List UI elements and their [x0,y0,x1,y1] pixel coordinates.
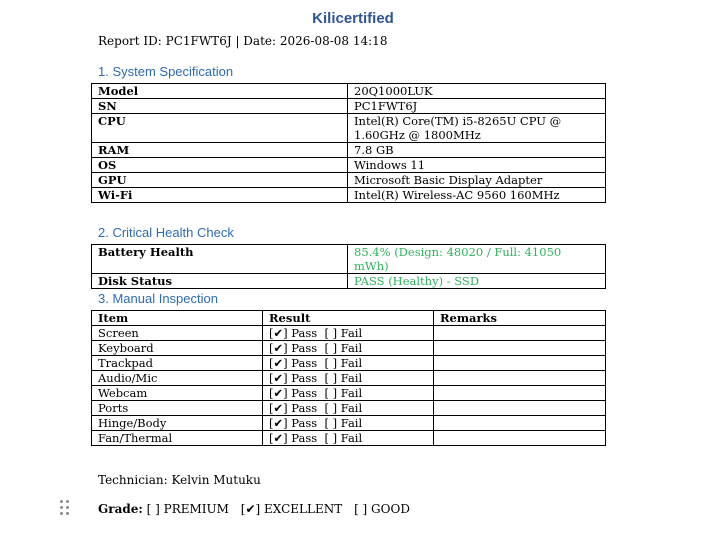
inspection-remarks[interactable] [434,371,606,386]
inspection-remarks[interactable] [434,431,606,446]
inspection-remarks[interactable] [434,401,606,416]
manual-inspection-table [91,310,606,446]
inspection-item: Fan/Thermal [92,431,263,446]
grade-line [98,502,410,516]
table-row [92,99,606,114]
table-row [92,173,606,188]
column-header-result: Result [263,311,434,326]
table-row [92,274,606,289]
table-row [92,386,606,401]
spec-label: GPU [92,173,348,188]
inspection-remarks[interactable] [434,326,606,341]
inspection-remarks[interactable] [434,341,606,356]
inspection-item: Webcam [92,386,263,401]
section-heading-manual-inspection: 3. Manual Inspection [98,291,218,306]
table-row [92,431,606,446]
spec-value: 7.8 GB [348,143,606,158]
inspection-result[interactable]: [✔] Pass [ ] Fail [263,326,434,341]
spec-value: Windows 11 [348,158,606,173]
table-row [92,416,606,431]
table-row [92,371,606,386]
inspection-result[interactable]: [✔] Pass [ ] Fail [263,431,434,446]
inspection-result[interactable]: [✔] Pass [ ] Fail [263,356,434,371]
table-header-row [92,311,606,326]
table-row [92,84,606,99]
spec-label: SN [92,99,348,114]
table-row [92,143,606,158]
table-row [92,401,606,416]
grade-option-excellent[interactable]: [✔] EXCELLENT [240,502,343,516]
health-check-table [91,244,606,289]
inspection-result[interactable]: [✔] Pass [ ] Fail [263,401,434,416]
section-heading-system-spec: 1. System Specification [98,64,234,79]
table-row [92,326,606,341]
inspection-item: Keyboard [92,341,263,356]
inspection-item: Audio/Mic [92,371,263,386]
inspection-result[interactable]: [✔] Pass [ ] Fail [263,341,434,356]
drag-handle-icon[interactable] [60,500,70,516]
document-title: Kilicertified [312,10,394,27]
inspection-item: Screen [92,326,263,341]
spec-label: RAM [92,143,348,158]
grade-label: Grade: [98,502,143,516]
table-row [92,158,606,173]
spec-value: Intel(R) Core(TM) i5-8265U CPU @ 1.60GHz @ 1800MHz [348,114,606,143]
spec-label: Model [92,84,348,99]
inspection-item: Trackpad [92,356,263,371]
spec-value: 20Q1000LUK [348,84,606,99]
table-row [92,356,606,371]
spec-label: OS [92,158,348,173]
disk-status-value: PASS (Healthy) - SSD [348,274,606,289]
inspection-remarks[interactable] [434,386,606,401]
inspection-result[interactable]: [✔] Pass [ ] Fail [263,371,434,386]
section-heading-health-check: 2. Critical Health Check [98,225,234,240]
inspection-remarks[interactable] [434,356,606,371]
inspection-result[interactable]: [✔] Pass [ ] Fail [263,416,434,431]
spec-value: PC1FWT6J [348,99,606,114]
health-label: Battery Health [92,245,348,274]
inspection-item: Ports [92,401,263,416]
table-row [92,188,606,203]
health-label: Disk Status [92,274,348,289]
battery-health-value: 85.4% (Design: 48020 / Full: 41050 mWh) [348,245,606,274]
spec-label: CPU [92,114,348,143]
inspection-remarks[interactable] [434,416,606,431]
spec-value: Intel(R) Wireless-AC 9560 160MHz [348,188,606,203]
table-row [92,114,606,143]
table-row [92,341,606,356]
column-header-item: Item [92,311,263,326]
spec-value: Microsoft Basic Display Adapter [348,173,606,188]
report-meta: Report ID: PC1FWT6J | Date: 2026-08-08 14:18 [98,34,388,48]
inspection-item: Hinge/Body [92,416,263,431]
grade-option-premium[interactable]: [ ] PREMIUM [146,502,229,516]
grade-option-good[interactable]: [ ] GOOD [354,502,410,516]
technician-line: Technician: Kelvin Mutuku [98,473,261,487]
column-header-remarks: Remarks [434,311,606,326]
inspection-result[interactable]: [✔] Pass [ ] Fail [263,386,434,401]
table-row [92,245,606,274]
system-spec-table [91,83,606,203]
spec-label: Wi-Fi [92,188,348,203]
